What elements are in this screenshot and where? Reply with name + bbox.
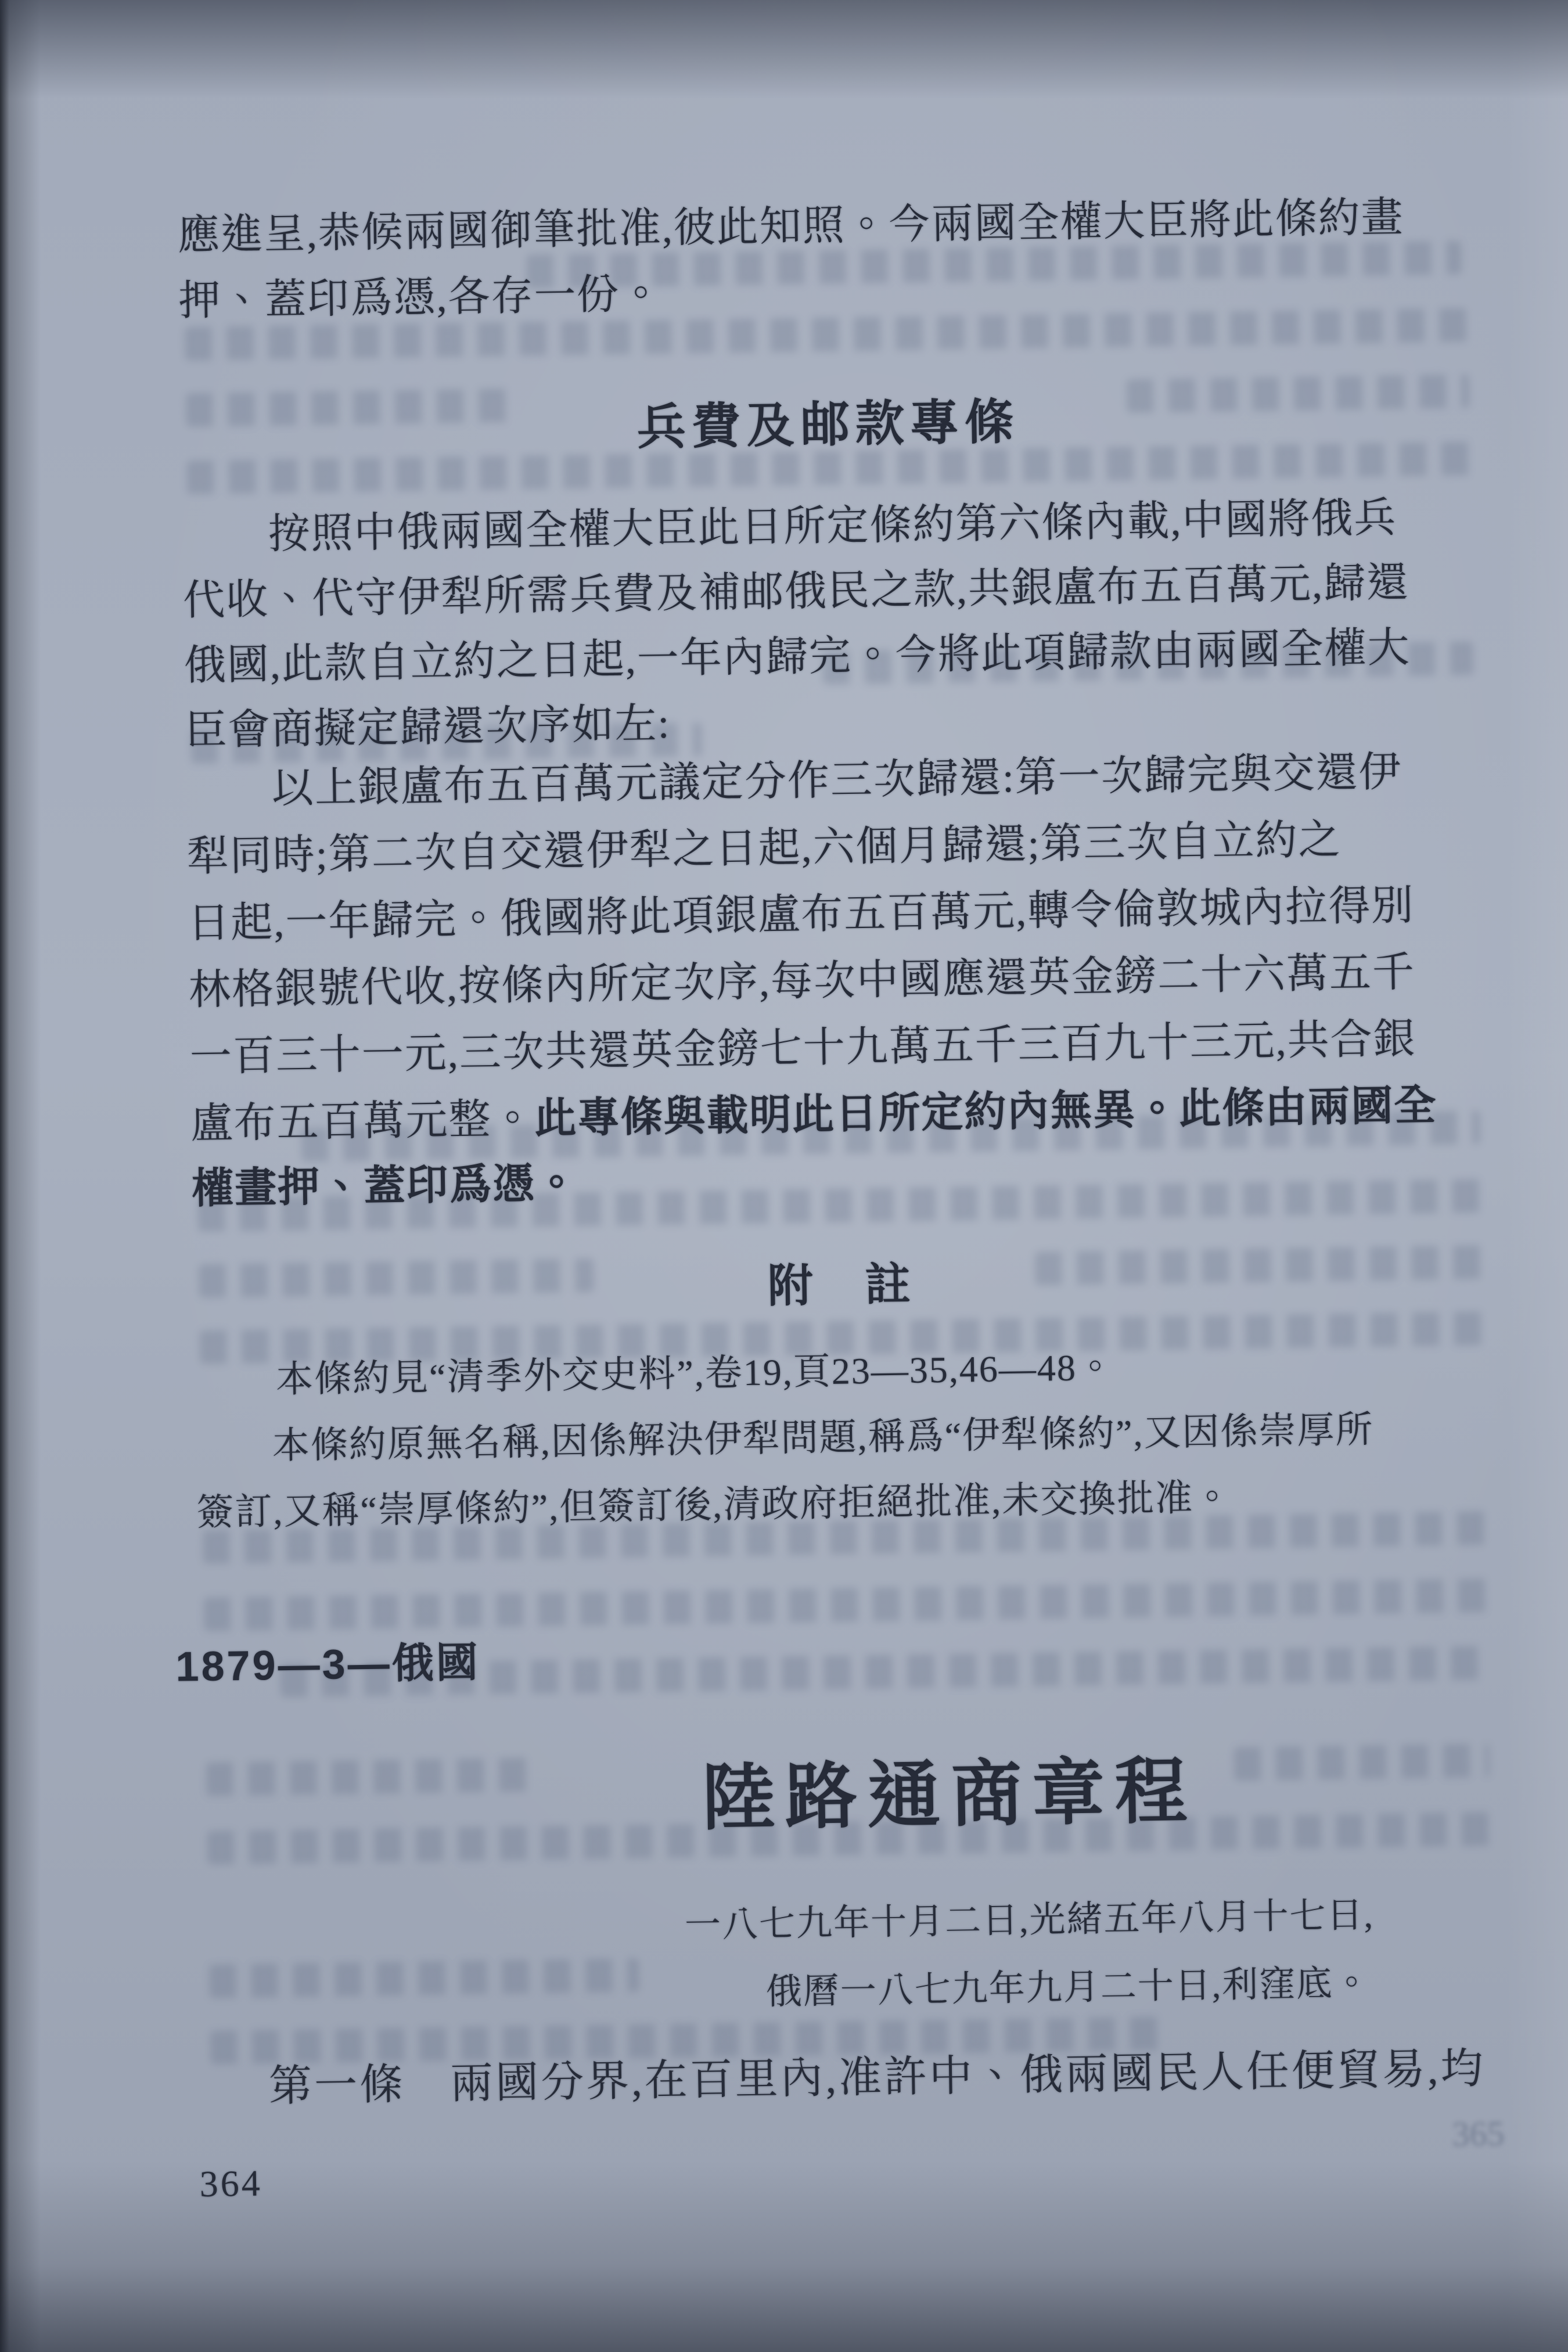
paragraph1-line-3: 俄國,此款自立約之日起,一年內歸完。今將此項歸款由兩國全權大 [184, 624, 1411, 689]
paragraph2-line-7: 權畫押、蓋印爲憑。 [191, 1160, 579, 1213]
special-article-heading: 兵費及邮款專條 [636, 395, 1020, 455]
paragraph2-line-1: 以上銀盧布五百萬元議定分作三次歸還:第一次歸完與交還伊 [271, 749, 1402, 812]
treaty-date-line-2: 俄曆一八七九年九月二十日,利窪底。 [765, 1963, 1371, 2012]
treaty-title: 陸路通商章程 [702, 1752, 1198, 1839]
annotation-line-3: 簽訂,又稱“崇厚條約”,但簽訂後,清政府拒絕批准,未交換批准。 [196, 1476, 1232, 1534]
paragraph1-line-1: 按照中俄兩國全權大臣此日所定條約第六條內載,中國將俄兵 [267, 494, 1397, 558]
paragraph2-line-4: 林格銀號代收,按條內所定次序,每次中國應還英金鎊二十六萬五千 [188, 948, 1416, 1014]
paragraph1-line-4: 臣會商擬定歸還次序如左: [184, 700, 671, 754]
first-article-line: 第一條 兩國分界,在百里內,准許中、俄兩國民人任便貿易,均 [268, 2045, 1487, 2111]
treaty-catalog-number: 1879—3—俄國 [175, 1639, 481, 1691]
paragraph2-line-6-normal: 盧布五百萬元整。 [190, 1095, 535, 1148]
page-number-right-bleedthrough: 365 [1452, 2114, 1505, 2154]
paragraph2-line-6-bold: 此專條與載明此日所定約內無異。此條由兩國全 [534, 1082, 1437, 1142]
paragraph2-line-3: 日起,一年歸完。俄國將此項銀盧布五百萬元,轉令倫敦城內拉得別 [187, 882, 1415, 947]
annotation-line-2: 本條約原無名稱,因係解決伊犁問題,稱爲“伊犁條約”,又因係崇厚所 [272, 1408, 1374, 1467]
paragraph2-line-5: 一百三十一元,三次共還英金鎊七十九萬五千三百九十三元,共合銀 [189, 1015, 1417, 1081]
page-number-left: 364 [199, 2162, 263, 2205]
paragraph2-line-2: 犁同時;第二次自交還伊犁之日起,六個月歸還;第三次自立約之 [186, 816, 1342, 880]
annotation-heading: 附 註 [767, 1258, 915, 1312]
treaty-date-line-1: 一八七九年十月二日,光緒五年八月十七日, [684, 1896, 1375, 1945]
bleedthrough-text-row [204, 1578, 1488, 1631]
bleedthrough-text-row [209, 1958, 639, 1998]
annotation-line-1: 本條約見“清季外交史料”,卷19,頁23—35,46—48。 [275, 1346, 1116, 1401]
intro-line-2: 押、蓋印爲憑,各存一份。 [178, 270, 664, 325]
intro-line-1: 應進呈,恭候兩國御筆批准,彼此知照。今兩國全權大臣將此條約畫 [177, 193, 1405, 259]
paragraph1-line-2: 代收、代守伊犁所需兵費及補邮俄民之款,共銀盧布五百萬元,歸還 [182, 559, 1410, 624]
